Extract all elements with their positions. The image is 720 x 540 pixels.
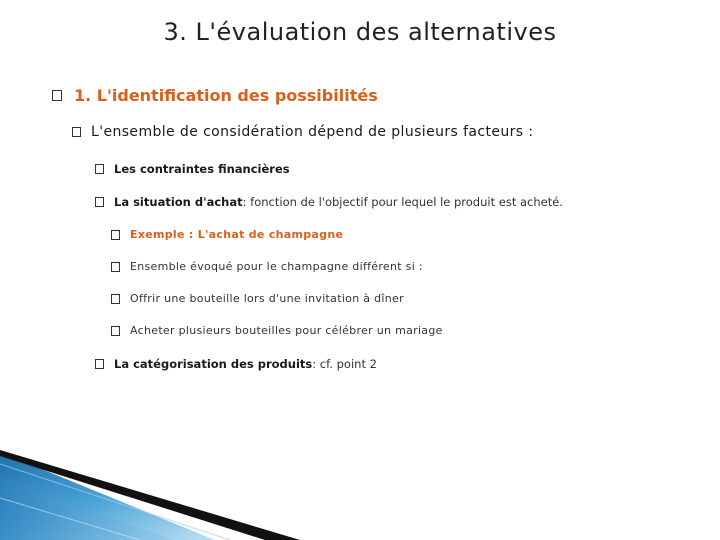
factor-2-description: : fonction de l'objectif pour lequel le produit est acheté.	[242, 195, 563, 209]
square-bullet-icon	[111, 326, 120, 336]
square-bullet-icon	[95, 164, 104, 174]
square-bullet-icon	[111, 294, 120, 304]
slide-title: 3. L'évaluation des alternatives	[163, 18, 557, 46]
factor-2-label: La situation d'achat	[114, 195, 243, 209]
square-bullet-icon	[95, 197, 104, 207]
factor-3-description: : cf. point 2	[312, 357, 377, 371]
bullet-intro	[72, 124, 533, 140]
square-bullet-icon	[72, 127, 81, 137]
section-heading: 1. L'identification des possibilités	[74, 86, 378, 105]
bullet-heading	[52, 86, 378, 105]
factor-3-label: La catégorisation des produits	[114, 357, 313, 371]
bullet-factor-3	[95, 357, 377, 371]
bullet-factor-1	[95, 162, 290, 176]
square-bullet-icon	[111, 230, 120, 240]
bullet-example-item	[111, 324, 443, 337]
example-item-text: Acheter plusieurs bouteilles pour célébrer un mariage	[130, 324, 443, 337]
square-bullet-icon	[111, 262, 120, 272]
bullet-example	[111, 228, 343, 241]
example-item-text: Offrir une bouteille lors d'une invitation à dîner	[130, 292, 404, 305]
square-bullet-icon	[95, 359, 104, 369]
bullet-factor-2	[95, 195, 563, 209]
factor-1-text: Les contraintes financières	[114, 162, 290, 176]
decorative-corner-graphic	[0, 450, 300, 540]
intro-text: L'ensemble de considération dépend de plusieurs facteurs :	[91, 124, 534, 140]
bullet-example-item	[111, 260, 423, 273]
example-item-text: Ensemble évoqué pour le champagne différent si :	[130, 260, 423, 273]
bullet-example-item	[111, 292, 404, 305]
example-text: Exemple : L'achat de champagne	[130, 228, 344, 241]
square-bullet-icon	[52, 90, 62, 101]
